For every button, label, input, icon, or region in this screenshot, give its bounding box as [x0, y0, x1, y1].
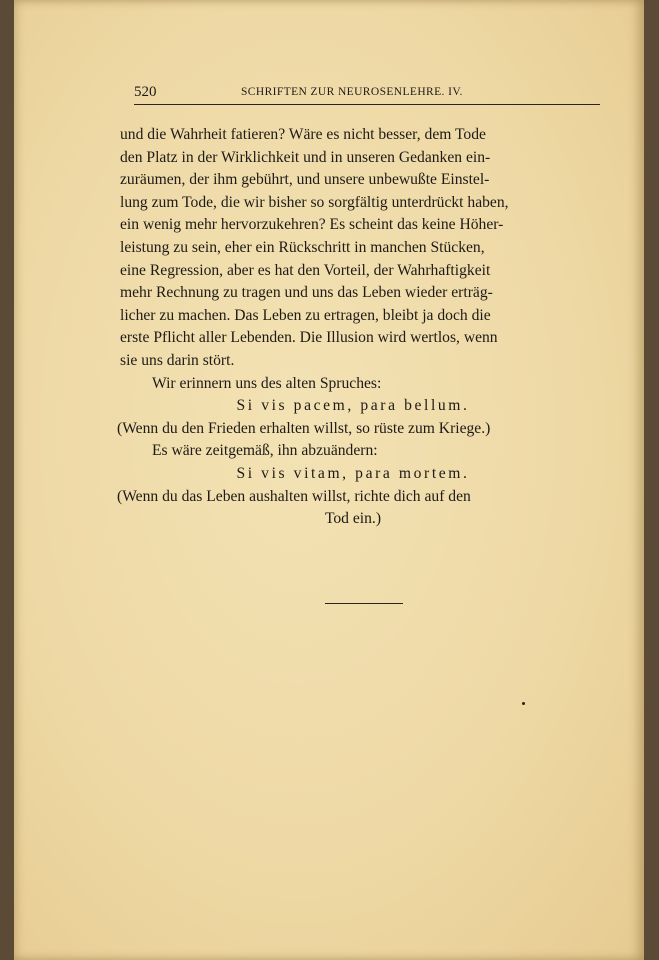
text-line: leistung zu sein, eher ein Rückschritt in manchen Stücken, [120, 238, 485, 256]
text-line: und die Wahrheit fatieren? Wäre es nicht besser, dem Tode [120, 126, 486, 143]
motto-pacem: Si vis pacem, para bellum. [236, 397, 470, 415]
running-title: SCHRIFTEN ZUR NEUROSENLEHRE. IV. [241, 86, 463, 98]
text-line: mehr Rechnung zu tragen und uns das Leben wieder erträg- [120, 284, 493, 302]
motto-pacem-translation: (Wenn du den Frieden erhalten willst, so rüste zum Kriege.) [117, 419, 491, 437]
text-line: ein wenig mehr hervorzukehren? Es scheint das keine Höher- [120, 216, 504, 234]
running-header [134, 84, 600, 105]
ink-speck [522, 702, 525, 705]
motto-vitam-translation-line-1: (Wenn du das Leben aushalten willst, richte dich auf den [117, 487, 471, 505]
text-line: sie uns darin stört. [120, 351, 235, 369]
motto-vitam-translation-line-2: Tod ein.) [324, 510, 382, 528]
text-line: zuräumen, der ihm gebührt, und unsere unbewußte Einstel- [120, 171, 490, 189]
text-line: erste Pflicht aller Lebenden. Die Illusion wird wertlos, wenn [120, 329, 498, 347]
end-divider [325, 603, 403, 604]
motto-vitam: Si vis vitam, para mortem. [236, 464, 470, 482]
page-number: 520 [134, 84, 157, 100]
paragraph-1 [120, 124, 586, 373]
text-line: licher zu machen. Das Leben zu ertragen, bleibt ja doch die [120, 306, 491, 324]
body-text [117, 124, 586, 531]
second-intro-line: Es wäre zeitgemäß, ihn abzuändern: [152, 442, 378, 460]
text-line: den Platz in der Wirklichkeit und in unseren Gedanken ein- [120, 148, 491, 166]
text-line: lung zum Tode, die wir bisher so sorgfältig unterdrückt haben, [120, 193, 509, 211]
text-line: eine Regression, aber es hat den Vorteil, der Wahrhaftigkeit [120, 261, 491, 279]
intro-line: Wir erinnern uns des alten Spruches: [152, 374, 382, 392]
